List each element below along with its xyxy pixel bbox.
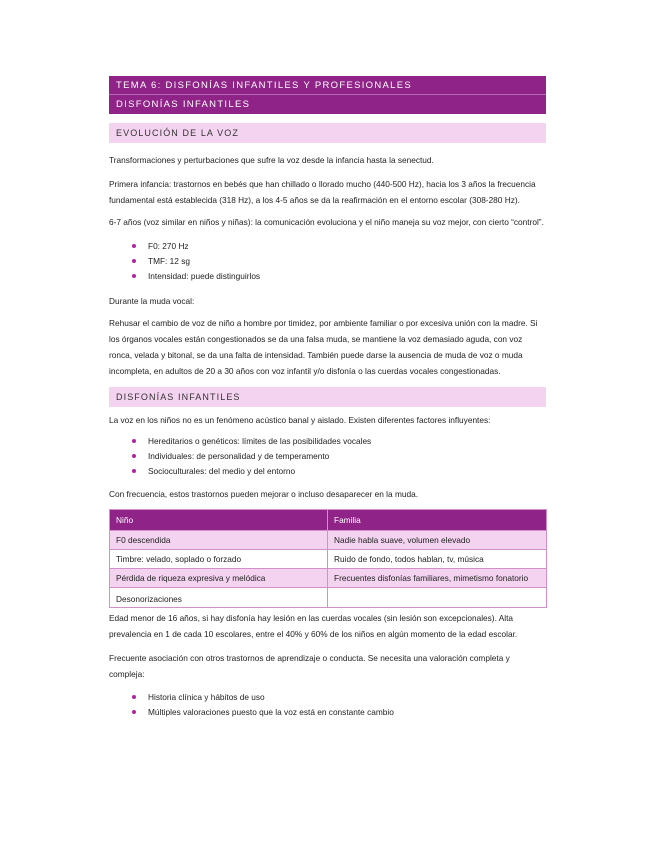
paragraph-6-7-anos: 6-7 años (voz similar en niños y niñas): la comunicación evoluciona y el niño maneja su voz mejor, con cierto “control”. [109, 217, 544, 227]
section-heading-text: DISFONÍAS INFANTILES [116, 392, 241, 402]
bullet-dot [132, 454, 136, 458]
table-cell: F0 descendida [110, 531, 328, 550]
bullet-list-valoracion [109, 690, 546, 720]
bullet-dot [132, 274, 136, 278]
table-cell: Pérdida de riqueza expresiva y melódica [110, 569, 328, 588]
table-cell: Frecuentes disfonías familiares, mimetismo fonatorio [328, 569, 547, 588]
bullet-dot [132, 259, 136, 263]
list-item: Historia clínica y hábitos de uso [109, 690, 546, 705]
table-cell: Desonorizaciones [110, 588, 328, 608]
bullet-dot [132, 710, 136, 714]
table-row [110, 531, 547, 550]
document-page [109, 76, 546, 720]
paragraph-edad: Edad menor de 16 años, si hay disfonía hay lesión en las cuerdas vocales (sin lesión son excepcionales). Alta prevalencia en 1 de cada 10 escolares, entre el 40% y 60% de los niños en algún momento de la edad escolar. [109, 613, 518, 639]
list-item: Múltiples valoraciones puesto que la voz está en constante cambio [109, 705, 546, 720]
paragraph-asociacion: Frecuente asociación con otros trastornos de aprendizaje o conducta. Se necesita una valoración completa y compleja: [109, 653, 510, 679]
table-cell [328, 588, 547, 608]
table-cell: Timbre: velado, soplado o forzado [110, 550, 328, 569]
bullet-list-voice-params [109, 239, 546, 284]
table-cell: Ruido de fondo, todos hablan, tv, música [328, 550, 547, 569]
list-item: Socioculturales: del medio y del entorno [109, 464, 546, 479]
list-item: Intensidad: puede distinguirlos [109, 269, 546, 284]
bullet-dot [132, 695, 136, 699]
table-row [110, 550, 547, 569]
paragraph-intro: Transformaciones y perturbaciones que sufre la voz desde la infancia hasta la senectud. [109, 155, 434, 165]
table-header-row [110, 510, 547, 531]
subtitle: DISFONÍAS INFANTILES [116, 99, 251, 110]
section-heading-disfonias [109, 387, 546, 407]
bullet-dot [132, 244, 136, 248]
bullet-dot [132, 439, 136, 443]
subtitle-band [109, 94, 546, 114]
paragraph-primera-infancia: Primera infancia: trastornos en bebés que han chillado o llorado mucho (440-500 Hz), hacia los 3 años la frecuencia fundamental está establecida (318 Hz), a los 4-5 años se da la reafirmación en el entorno escolar (308-280 Hz). [109, 179, 536, 205]
paragraph-muda-label: Durante la muda vocal: [109, 296, 195, 306]
topic-title-band [109, 76, 546, 94]
table-header-cell: Familia [328, 510, 547, 531]
section-heading-text: EVOLUCIÓN DE LA VOZ [116, 128, 239, 138]
paragraph-frecuencia: Con frecuencia, estos trastornos pueden mejorar o incluso desaparecer en la muda. [109, 489, 419, 499]
bullet-list-factores [109, 434, 546, 479]
table-cell: Nadie habla suave, volumen elevado [328, 531, 547, 550]
list-item: Hereditarios o genéticos: límites de las posibilidades vocales [109, 434, 546, 449]
topic-title: TEMA 6: DISFONÍAS INFANTILES Y PROFESIONALES [116, 79, 412, 91]
section-heading-evolucion [109, 123, 546, 143]
comparison-table [109, 509, 547, 608]
table-row [110, 569, 547, 588]
paragraph-factores: La voz en los niños no es un fenómeno acústico banal y aislado. Existen diferentes factores influyentes: [109, 415, 491, 425]
paragraph-muda-text: Rehusar el cambio de voz de niño a hombre por timidez, por ambiente familiar o por excesiva unión con la madre. Si los órganos vocales están congestionados se da una falsa muda, se mantiene la voz demasiado aguda, con voz ronca, velada y bitonal, se da una falta de intensidad. También puede darse la ausencia de muda de voz o muda incompleta, en adultos de 20 a 30 años con voz infantil y/o disfonía o las cuerdas vocales congestionadas. [109, 318, 538, 376]
table-row [110, 588, 547, 608]
list-item: Individuales: de personalidad y de temperamento [109, 449, 546, 464]
list-item: F0: 270 Hz [109, 239, 546, 254]
list-item: TMF: 12 sg [109, 254, 546, 269]
bullet-dot [132, 469, 136, 473]
table-header-cell: Niño [110, 510, 328, 531]
